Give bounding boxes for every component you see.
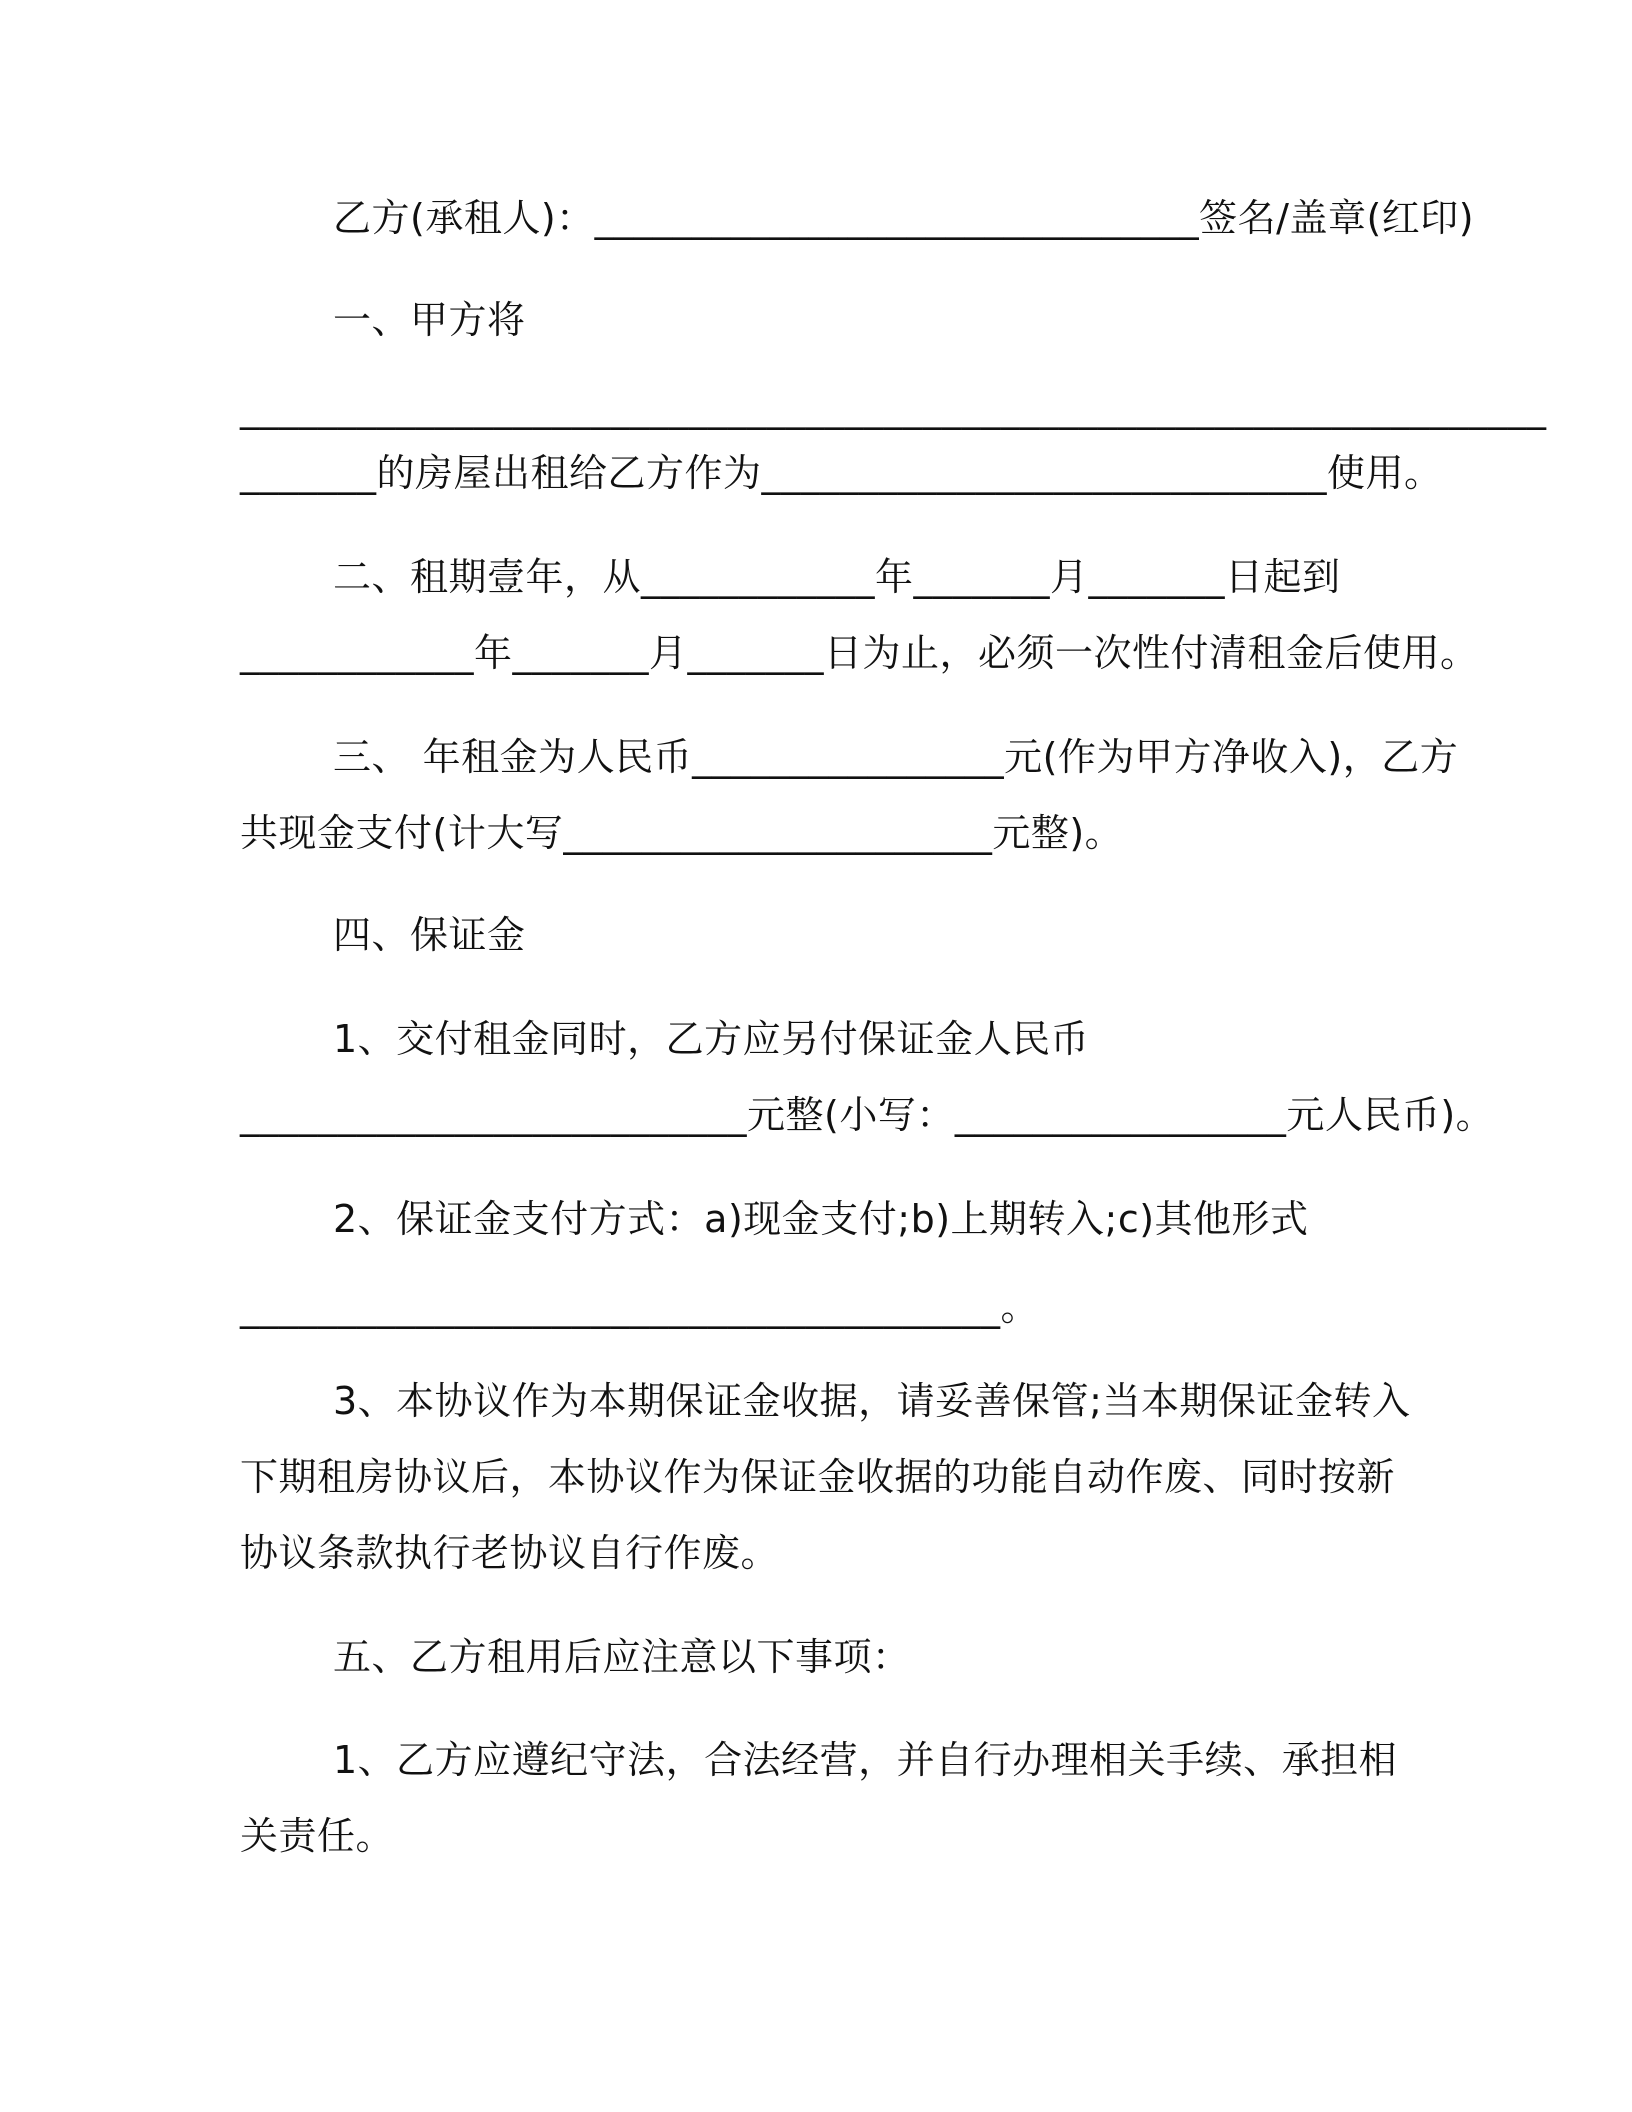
clause-4-heading: 四、保证金 — [333, 913, 526, 957]
blank-line: ___________________________________________________________________ — [240, 386, 1547, 430]
clause-2-line-1: 二、租期壹年，从____________年_______月_______日起到 — [333, 555, 1341, 599]
clause-4-item-2-line-1: 2、保证金支付方式：a)现金支付;b)上期转入;c)其他形式 — [333, 1197, 1309, 1241]
party-b-line: 乙方(承租人)：_______________________________签名/盖章(红印) — [333, 196, 1475, 240]
clause-5-item-1-line-2: 关责任。 — [240, 1814, 395, 1858]
clause-5-heading: 五、乙方租用后应注意以下事项： — [333, 1635, 911, 1679]
clause-4-item-3-line-2: 下期租房协议后，本协议作为保证金收据的功能自动作废、同时按新 — [240, 1455, 1396, 1499]
clause-3-line-2: 共现金支付(计大写______________________元整)。 — [240, 811, 1124, 855]
clause-2-line-2: ____________年_______月_______日为止，必须一次性付清租金后使用。 — [240, 631, 1479, 675]
clause-3-line-1: 三、 年租金为人民币________________元(作为甲方净收入)，乙方 — [333, 735, 1459, 779]
clause-1-text: _______的房屋出租给乙方作为_____________________________使用。 — [240, 451, 1443, 495]
clause-4-item-3-line-3: 协议条款执行老协议自行作废。 — [240, 1531, 780, 1575]
clause-4-item-1-line-2: __________________________元整(小写：_________________元人民币)。 — [240, 1093, 1495, 1137]
clause-4-item-3-line-1: 3、本协议作为本期保证金收据，请妥善保管;当本期保证金转入 — [333, 1379, 1411, 1423]
clause-4-item-2-line-2: _______________________________________。 — [240, 1285, 1040, 1329]
clause-5-item-1-line-1: 1、乙方应遵纪守法，合法经营，并自行办理相关手续、承担相 — [333, 1738, 1398, 1782]
clause-1-heading: 一、甲方将 — [333, 298, 526, 342]
clause-4-item-1-line-1: 1、交付租金同时，乙方应另付保证金人民币 — [333, 1017, 1090, 1061]
